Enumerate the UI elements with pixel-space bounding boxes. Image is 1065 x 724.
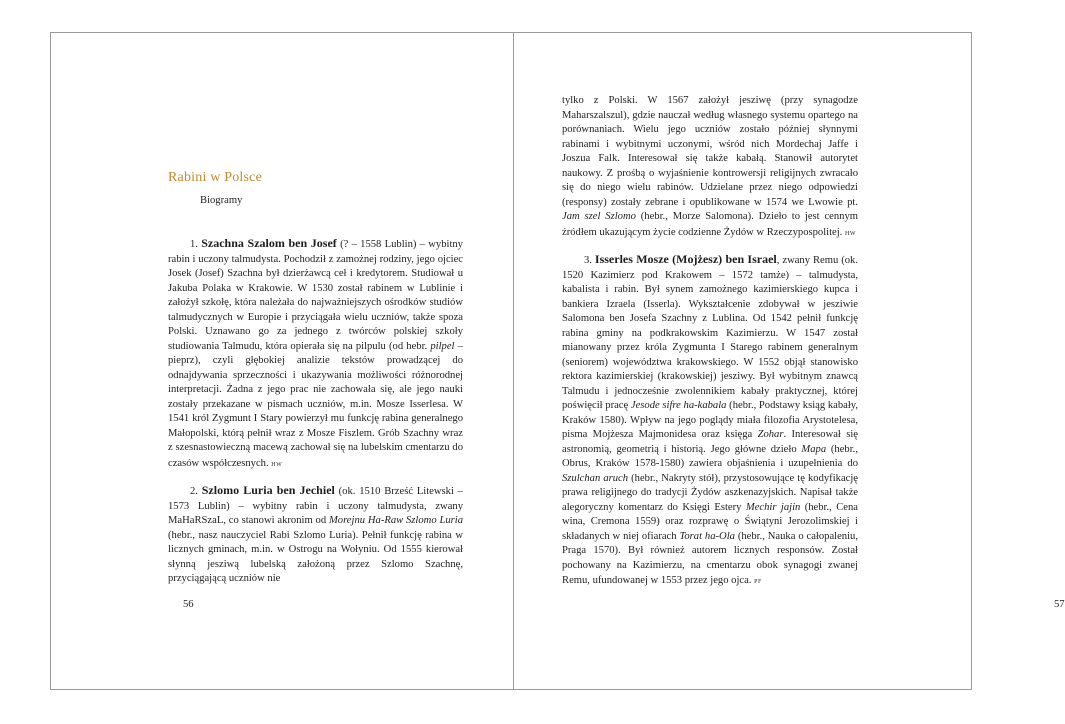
- entry-term: Zohar: [757, 429, 784, 440]
- entry-text: (hebr., Morze Salomona). Dzieło to jest cennym źródłem ukazującym życie codzienne Żydów w Rzeczypospolitej.: [562, 211, 858, 238]
- entry-spacer: [168, 471, 463, 483]
- entry-name: Szlomo Luria ben Jechiel: [201, 483, 335, 497]
- entry-text: – pieprz), czyli głębokiej analizie tekstów prowadzącej do odnajdywania sprzeczności i ukazywania możliwości różnorodnej interpretacji. Żadna z jego prac nie zachowała się, ale jego nauki zostały przekazane w pismach uczniów, m.in. Mosze Isserlesa. W 1541 król Zygmunt I Stary powierzył mu funkcję rabina generalnego Małopolski, którą pełnił wraz z Mosze Fiszlem. Grób Szachny wraz z szesnastowieczną macewą zachował się na lubelskim cmentarzu do czasów współczesnych.: [168, 340, 463, 469]
- entry-number: 3.: [584, 255, 592, 266]
- entry-name: Szachna Szalom ben Josef: [201, 236, 337, 250]
- author-signature: hw: [845, 226, 856, 237]
- author-signature: pf: [754, 575, 762, 585]
- entry-term: Mechir jajin: [745, 501, 801, 513]
- entry-text: (hebr., Obrus, Kraków 1578-1580) zawiera objaśnienia i uzupełnienia do: [562, 443, 858, 469]
- entry-term: Jesode sifre ha-kabala: [630, 400, 727, 411]
- entry-text: . Interesował się astronomią, geometrią i historią. Jego główne dzieło: [562, 429, 858, 455]
- entry-term: Morejnu Ha-Raw Szlomo Luria: [328, 515, 463, 526]
- entry-text: (ok. 1510 Brześć Litewski – 1573 Lublin) – wybitny rabin i uczony talmudysta, zwany MaHaRSzaL, co stanowi akronim od: [168, 486, 463, 526]
- entry-spacer: [562, 240, 858, 252]
- entry-text: (hebr., Podstawy ksiąg kabały, Kraków 1580). Wpływ na jego poglądy miała filozofia Arystotelesa, pisma Mojżesza Majmonidesa oraz księga: [562, 400, 859, 440]
- section-subtitle: Biogramy: [200, 195, 243, 206]
- entry-term: Torat ha-Ola: [679, 530, 735, 542]
- entry-name: Isserles Mosze (Mojżesz) ben Israel: [594, 252, 777, 266]
- entry-1: [168, 236, 463, 471]
- section-title: Rabini w Polsce: [168, 170, 262, 185]
- page-number-left: 56: [183, 599, 194, 610]
- entry-text: tylko z Polski. W 1567 założył jesziwę (przy synagodze Maharszalszul), gdzie nauczał według własnego systemu opartego na porównaniach. Wielu jego uczniów zostało później słynnymi rabinami i wybitnymi uczonymi, wśród nich Mordechaj Jaffe i Joszua Falk. Interesował się także kabałą. Stanowił autorytet naukowy. Z prośbą o wyjaśnienie kontrowersji religijnych zwracało się do niego wielu rabinów. Udzielane przez niego odpowiedzi (responsy) zostały zebrane i opublikowane w 1574 we Lwowie pt.: [562, 95, 858, 208]
- right-page-text: [562, 94, 858, 589]
- entry-text: (hebr., Nakryty stół), przystosowujące tę kodyfikację prawa religijnego do tradycji Żydów aszkenazyjskich. Napisał także alegoryczny komentarz do Księgi Estery: [562, 472, 858, 513]
- entry-text: (hebr., Nauka o całopaleniu, Praga 1570). Był również autorem licznych responsów. Został pochowany na Kazimierzu, na cmentarzu obok synagogi zwanej Remu, ufundowanej w 1553 przez jego ojca.: [562, 530, 858, 586]
- entry-2-continued: [562, 94, 858, 240]
- entry-term: Mapa: [801, 443, 827, 455]
- entry-term: pilpel: [430, 340, 455, 352]
- entry-2: [168, 483, 463, 587]
- entry-text: (hebr., Cena wina, Cremona 1559) oraz rozprawę o Świątyni Jerozolimskiej i składanych w niej ofiarach: [562, 501, 858, 542]
- entry-number: 2.: [190, 486, 198, 497]
- right-page: [513, 33, 1065, 689]
- entry-term: Szulchan aruch: [562, 472, 629, 484]
- entry-text: (? – 1558 Lublin) – wybitny rabin i uczony talmudysta. Pochodził z zamożnej rodziny, jego ojciec Josek (Josef) Szachna był dzierżawcą ceł i kredytorem. Studiował u Jakuba Polaka w Krakowie. W 1530 został rabinem w Lublinie i założył szkołę, która należała do najważniejszych ośrodków studiów talmudycznych w Europie i przyciągała wielu uczniów, także spoza Polski. Uznawano go za jednego z twórców polskiej szkoły studiowania Talmudu, która opierała się na pilpulu (od hebr.: [168, 239, 463, 352]
- page-number-right: 57: [1054, 599, 1065, 610]
- entry-number: 1.: [190, 239, 198, 250]
- entry-text: , zwany Remu (ok. 1520 Kazimierz pod Krakowem – 1572 tamże) – talmudysta, kabalista i rabin. Był synem zamożnego kazimierskiego kupca i bankiera Izraela (Isserla). Wykształcenie zdobywał w jesziwie Salomona ben Josefa Szachny z Lublina. Od 1542 pełnił funkcję rabina gminy na podkrakowskim Kazimierzu. W 1547 został mianowany przez króla Zygmunta I Starego rabinem generalnym (seniorem) województwa krakowskiego. W 1552 objął stanowisko rektora kazimierskiej (krakowskiej) jesziwy. Był wybitnym znawcą Talmudu i jednocześnie zwolennikiem kabały praktycznej, której poświęcił pracę: [562, 255, 859, 411]
- entry-term: Jam szel Szlomo: [562, 211, 636, 222]
- left-page-text: [168, 236, 463, 587]
- book-spread: [50, 32, 1065, 690]
- author-signature: hw: [271, 457, 283, 468]
- entry-text: (hebr., nasz nauczyciel Rabi Szlomo Luria). Pełnił funkcję rabina w licznych gminach, m.in. w Ostrogu na Wołyniu. Od 1555 kierował słynną jesziwą lubelską założoną przez Szlomo Szachnę, przyciągającą uczniów nie: [168, 529, 463, 584]
- left-page: [51, 33, 514, 689]
- entry-3: [562, 252, 858, 589]
